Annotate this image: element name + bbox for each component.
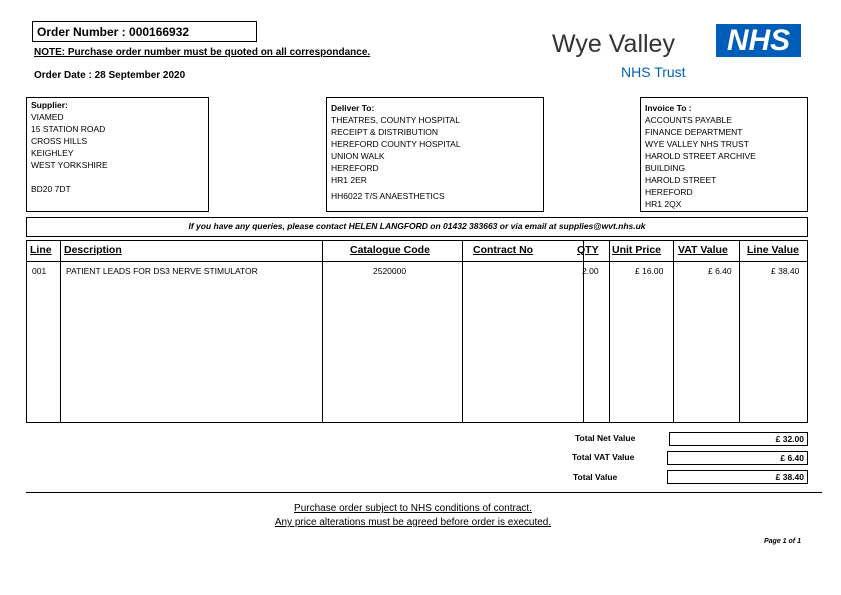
column-divider [673,241,674,422]
total-value-label: Total Value [573,472,618,482]
column-divider [609,241,610,422]
invoice-line: HEREFORD [645,187,693,197]
invoice-line: ACCOUNTS PAYABLE [645,115,732,125]
total-value-box [667,470,808,484]
invoice-to-box [640,97,808,212]
invoice-line: HR1 2QX [645,199,682,209]
supplier-address-box [26,97,209,212]
total-value: £ 38.40 [775,472,804,482]
deliver-line: THEATRES, COUNTY HOSPITAL [331,115,460,125]
footer-conditions: Purchase order subject to NHS conditions of contract. [294,503,532,514]
footer-price-alterations: Any price alterations must be agreed before order is executed. [274,517,552,528]
row-catalogue-code: 2520000 [373,266,407,276]
trust-name-logo: NHS Trust [621,64,686,80]
invoice-line: WYE VALLEY NHS TRUST [645,139,749,149]
column-divider [739,241,740,422]
total-vat-value: £ 6.40 [780,453,804,463]
supplier-title: Supplier: [31,100,68,110]
total-vat-label: Total VAT Value [572,452,635,462]
column-divider [60,241,61,422]
deliver-line: HR1 2ER [331,175,367,185]
deliver-line: HEREFORD [331,163,379,173]
order-lines-table [26,240,808,423]
deliver-line: UNION WALK [331,151,385,161]
invoice-title: Invoice To : [645,103,692,113]
row-qty: 2.00 [582,266,599,276]
deliver-line: RECEIPT & DISTRIBUTION [331,127,439,137]
col-header-vat-value: VAT Value [678,244,728,256]
order-date: Order Date : 28 September 2020 [34,70,186,81]
supplier-line: KEIGHLEY [31,148,74,158]
supplier-line: 15 STATION ROAD [31,124,106,134]
deliver-code: HH6022 T/S ANAESTHETICS [331,191,445,201]
po-note: NOTE: Purchase order number must be quoted on all correspondance. [34,47,371,58]
supplier-line: WEST YORKSHIRE [31,160,108,170]
column-divider [322,241,323,422]
col-header-contract: Contract No [473,244,534,256]
col-header-line-value: Line Value [747,244,799,256]
row-description: PATIENT LEADS FOR DS3 NERVE STIMULATOR [66,266,258,276]
total-net-value: £ 32.00 [775,434,804,444]
invoice-line: HAROLD STREET ARCHIVE [645,151,756,161]
page-number: Page 1 of 1 [764,538,801,545]
supplier-line: VIAMED [31,112,64,122]
supplier-line [31,171,108,183]
row-unit-price: £ 16.00 [635,266,664,276]
queries-contact-text: If you have any queries, please contact HELEN LANGFORD on 01432 383663 or via email at supplies@wvt.nhs.uk [188,221,646,231]
total-vat-box [667,451,808,465]
footer-divider [26,492,822,493]
order-number-box [32,21,257,42]
table-header-rule [27,261,807,262]
row-vat-value: £ 6.40 [708,266,732,276]
deliver-line: HEREFORD COUNTY HOSPITAL [331,139,461,149]
invoice-line: BUILDING [645,163,686,173]
nhs-logo-badge: NHS [716,24,801,57]
row-line-value: £ 38.40 [771,266,800,276]
supplier-line: CROSS HILLS [31,136,88,146]
col-header-unit-price: Unit Price [612,244,662,256]
invoice-line: FINANCE DEPARTMENT [645,127,743,137]
queries-bar [26,217,808,237]
supplier-line: BD20 7DT [31,184,71,194]
order-number: Order Number : 000166932 [37,25,190,39]
total-net-label: Total Net Value [575,433,636,443]
column-divider [462,241,463,422]
col-header-catalogue: Catalogue Code [350,244,430,256]
invoice-line: HAROLD STREET [645,175,717,185]
total-net-box [669,432,808,446]
deliver-title: Deliver To: [331,103,375,113]
org-name-logo: Wye Valley [552,30,675,58]
col-header-description: Description [64,244,122,256]
col-header-line: Line [30,244,52,256]
deliver-to-box [326,97,544,212]
col-header-qty: QTY [577,244,599,256]
row-line-number: 001 [32,266,47,276]
